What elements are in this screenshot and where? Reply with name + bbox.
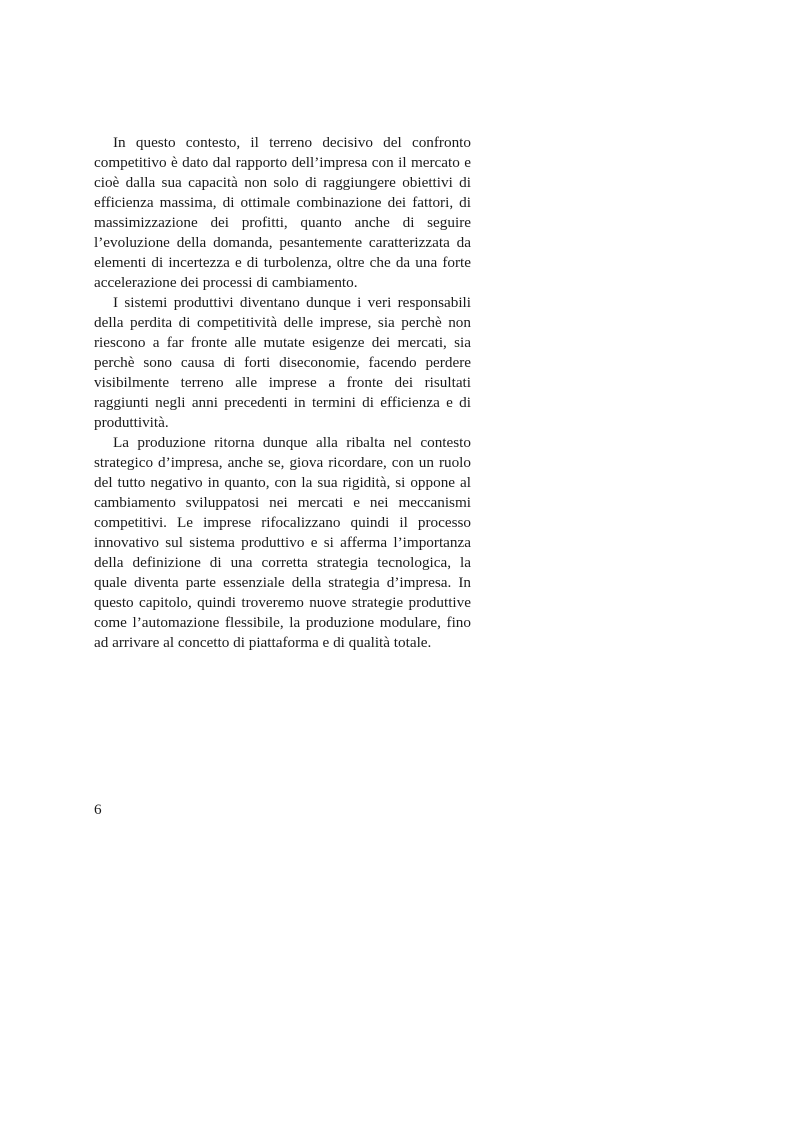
page-number: 6 (94, 801, 102, 818)
paragraph-2: I sistemi produttivi diventano dunque i veri responsabili della perdita di competitività delle imprese, sia perchè non riescono a far fronte alle mutate esigenze dei mercati, sia perchè sono causa di forti diseconomie, facendo perdere visibilmente terreno alle imprese a fronte dei risultati raggiunti negli anni precedenti in termini di efficienza e di produttività. (94, 294, 471, 431)
paragraph-3: La produzione ritorna dunque alla ribalta nel contesto strategico d’impresa, anche se, giova ricordare, con un ruolo del tutto negativo in quanto, con la sua rigidità, si oppone al cambiamento sviluppatosi nei mercati e nei meccanismi competitivi. Le imprese rifocalizzano quindi il processo innovativo sul sistema produttivo e si afferma l’importanza della definizione di una corretta strategia tecnologica, la quale diventa parte essenziale della strategia d’impresa. In questo capitolo, quindi troveremo nuove strategie produttive come l’automazione flessibile, la produzione modulare, fino ad arrivare al concetto di piattaforma e di qualità totale. (94, 434, 471, 651)
body-text (94, 133, 471, 653)
paragraph-1: In questo contesto, il terreno decisivo del confronto competitivo è dato dal rapporto dell’impresa con il mercato e cioè dalla sua capacità non solo di raggiungere obiettivi di efficienza massima, di ottimale combinazione dei fattori, di massimizzazione dei profitti, quanto anche di seguire l’evoluzione della domanda, pesantemente caratterizzata da elementi di incertezza e di turbolenza, oltre che da una forte accelerazione dei processi di cambiamento. (94, 134, 471, 291)
